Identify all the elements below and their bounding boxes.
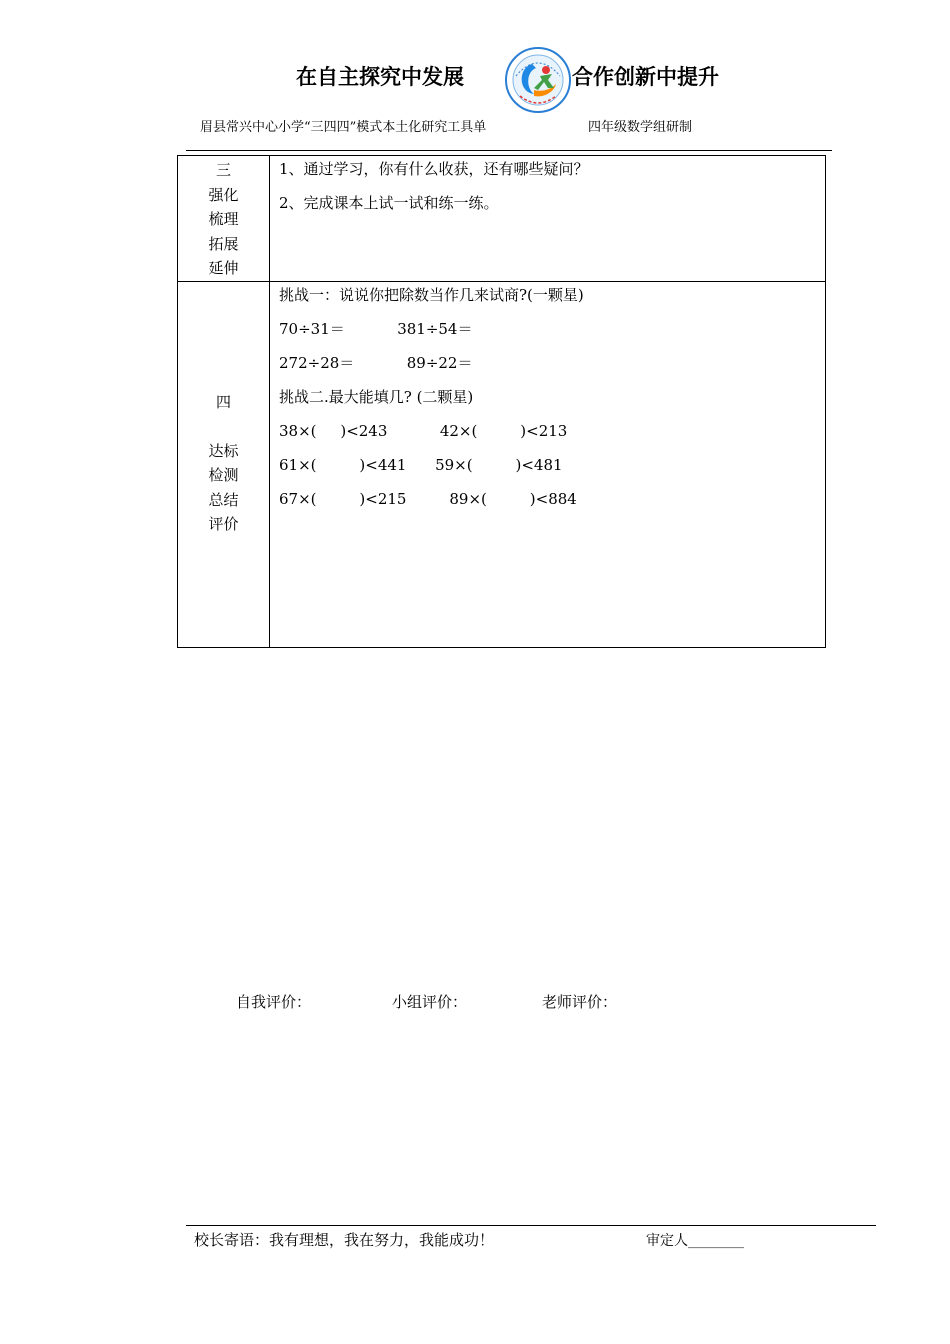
challenge-heading: 挑战一：说说你把除数当作几来试商?(一颗星) xyxy=(279,285,584,304)
section-label-line: 拓展 xyxy=(208,234,239,253)
self-evaluation-label: 自我评价： xyxy=(236,993,312,1011)
footer-rule xyxy=(186,1225,876,1226)
section-label-line: 梳理 xyxy=(208,210,239,228)
principal-motto: 校长寄语：我有理想，我在努力，我能成功！ xyxy=(194,1231,495,1249)
exercise-line: 70÷31＝ 381÷54＝ xyxy=(279,319,473,338)
reviewer-field: 审定人________ xyxy=(646,1233,744,1249)
teacher-evaluation-label: 老师评价： xyxy=(542,993,618,1011)
subtitle-group: 四年级数学组研制 xyxy=(588,120,693,135)
section-label-3 xyxy=(178,156,270,282)
content-line: 2、完成课本上试一试和练一练。 xyxy=(279,194,499,212)
section-label-4 xyxy=(178,281,270,647)
section-label-line: 总结 xyxy=(208,490,239,509)
content-line: 1、通过学习，你有什么收获，还有哪些疑问？ xyxy=(279,160,589,178)
section-row-3 xyxy=(178,156,826,282)
exercise-line: 272÷28＝ 89÷22＝ xyxy=(279,353,473,372)
section-label-line: 延伸 xyxy=(208,259,239,277)
section-label-line: 检测 xyxy=(208,466,239,484)
header-rule xyxy=(186,150,832,151)
section-content-3 xyxy=(270,156,826,282)
section-content-4 xyxy=(270,281,826,647)
section-number: 三 xyxy=(215,161,231,179)
exercise-line: 67×( )<215 89×( )<884 xyxy=(279,489,577,508)
school-emblem-icon xyxy=(504,46,572,114)
exercise-line: 38×( )<243 42×( )<213 xyxy=(279,421,568,440)
group-evaluation-label: 小组评价： xyxy=(392,993,468,1011)
section-label-line xyxy=(178,414,269,439)
section-label-line: 达标 xyxy=(208,441,239,460)
section-row-4 xyxy=(178,281,826,647)
section-label-line: 评价 xyxy=(208,515,239,533)
exercise-line: 61×( )<441 59×( )<481 xyxy=(279,455,563,474)
worksheet-table xyxy=(177,155,826,648)
section-label-line: 强化 xyxy=(208,185,239,204)
challenge-heading: 挑战二.最大能填几? (二颗星) xyxy=(279,387,474,406)
title-left: 在自主探究中发展 xyxy=(296,65,464,89)
title-right: 合作创新中提升 xyxy=(572,65,719,89)
subtitle-school: 眉县常兴中心小学“三四四”模式本土化研究工具单 xyxy=(200,120,487,135)
section-number: 四 xyxy=(215,392,231,411)
